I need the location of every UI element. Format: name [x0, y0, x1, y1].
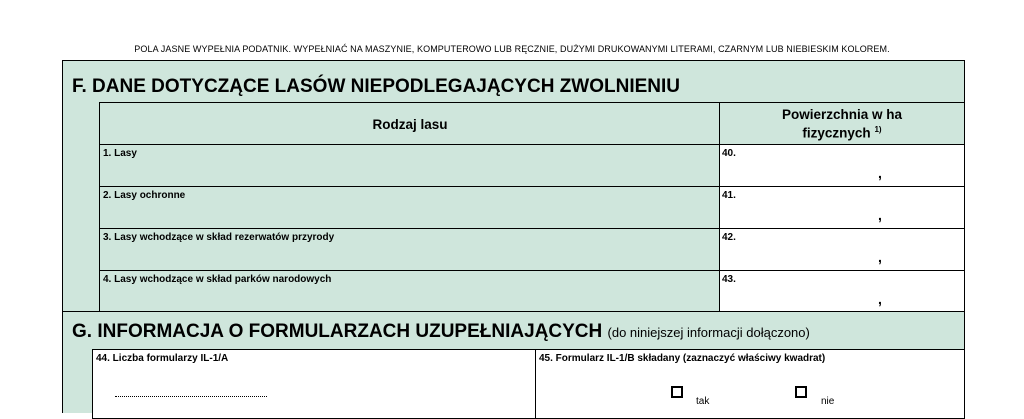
checkbox-no-label: nie [821, 396, 835, 407]
decimal-comma: , [878, 291, 882, 307]
fill-instructions-note: POLA JASNE WYPEŁNIA PODATNIK. WYPEŁNIAĆ NA MASZYNIE, KOMPUTEROWO LUB RĘCZNIE, DUŻYMI DRUKOWANYMI LITERAMI, CZARNYM LUB NIEBIESKIM KOLOREM. [134, 44, 890, 54]
area-input-field-40[interactable] [719, 144, 965, 187]
decimal-comma: , [878, 207, 882, 223]
form-il1b-field-45 [535, 349, 965, 419]
row-label: 2. Lasy ochronne [103, 190, 186, 201]
field-number: 43. [722, 274, 736, 285]
table-row-label-cell [99, 186, 721, 229]
section-divider [62, 311, 965, 312]
field-45-label: 45. Formularz IL-1/B składany (zaznaczyć właściwy kwadrat) [539, 353, 826, 364]
section-g-title-text: G. INFORMACJA O FORMULARZACH UZUPEŁNIAJĄCYCH [72, 321, 603, 342]
col-header-forest-type-label: Rodzaj lasu [372, 117, 448, 132]
section-f-title: F. DANE DOTYCZĄCE LASÓW NIEPODLEGAJĄCYCH ZWOLNIENIU [72, 76, 681, 97]
area-input-field-42[interactable] [719, 228, 965, 271]
field-44-label: 44. Liczba formularzy IL-1/A [96, 353, 229, 364]
checkbox-yes[interactable] [671, 386, 683, 398]
area-input-field-43[interactable] [719, 270, 965, 312]
row-label: 4. Lasy wchodzące w skład parków narodowych [103, 274, 332, 285]
dotted-entry-line [115, 396, 267, 397]
col-header-area-line1: Powierzchnia w ha [781, 107, 903, 122]
decimal-comma: , [878, 249, 882, 265]
area-footnote-marker: 1) [874, 125, 882, 134]
field-number: 40. [722, 148, 736, 159]
decimal-comma: , [878, 165, 882, 181]
section-g-subtitle: (do niniejszej informacji dołączono) [607, 325, 810, 340]
col-header-forest-type [99, 102, 721, 145]
checkbox-yes-label: tak [696, 396, 710, 407]
col-header-area-label [720, 107, 964, 141]
section-g-title [72, 321, 810, 343]
table-row-label-cell [99, 228, 721, 271]
row-label: 3. Lasy wchodzące w skład rezerwatów przyrody [103, 232, 335, 243]
field-number: 41. [722, 190, 736, 201]
form-count-field-44[interactable] [92, 349, 537, 419]
table-row-label-cell [99, 144, 721, 187]
area-input-field-41[interactable] [719, 186, 965, 229]
table-row-label-cell [99, 270, 721, 312]
col-header-area-line2: fizycznych [802, 125, 871, 141]
col-header-area [719, 102, 965, 145]
field-number: 42. [722, 232, 736, 243]
checkbox-no[interactable] [795, 386, 807, 398]
row-label: 1. Lasy [103, 148, 137, 159]
